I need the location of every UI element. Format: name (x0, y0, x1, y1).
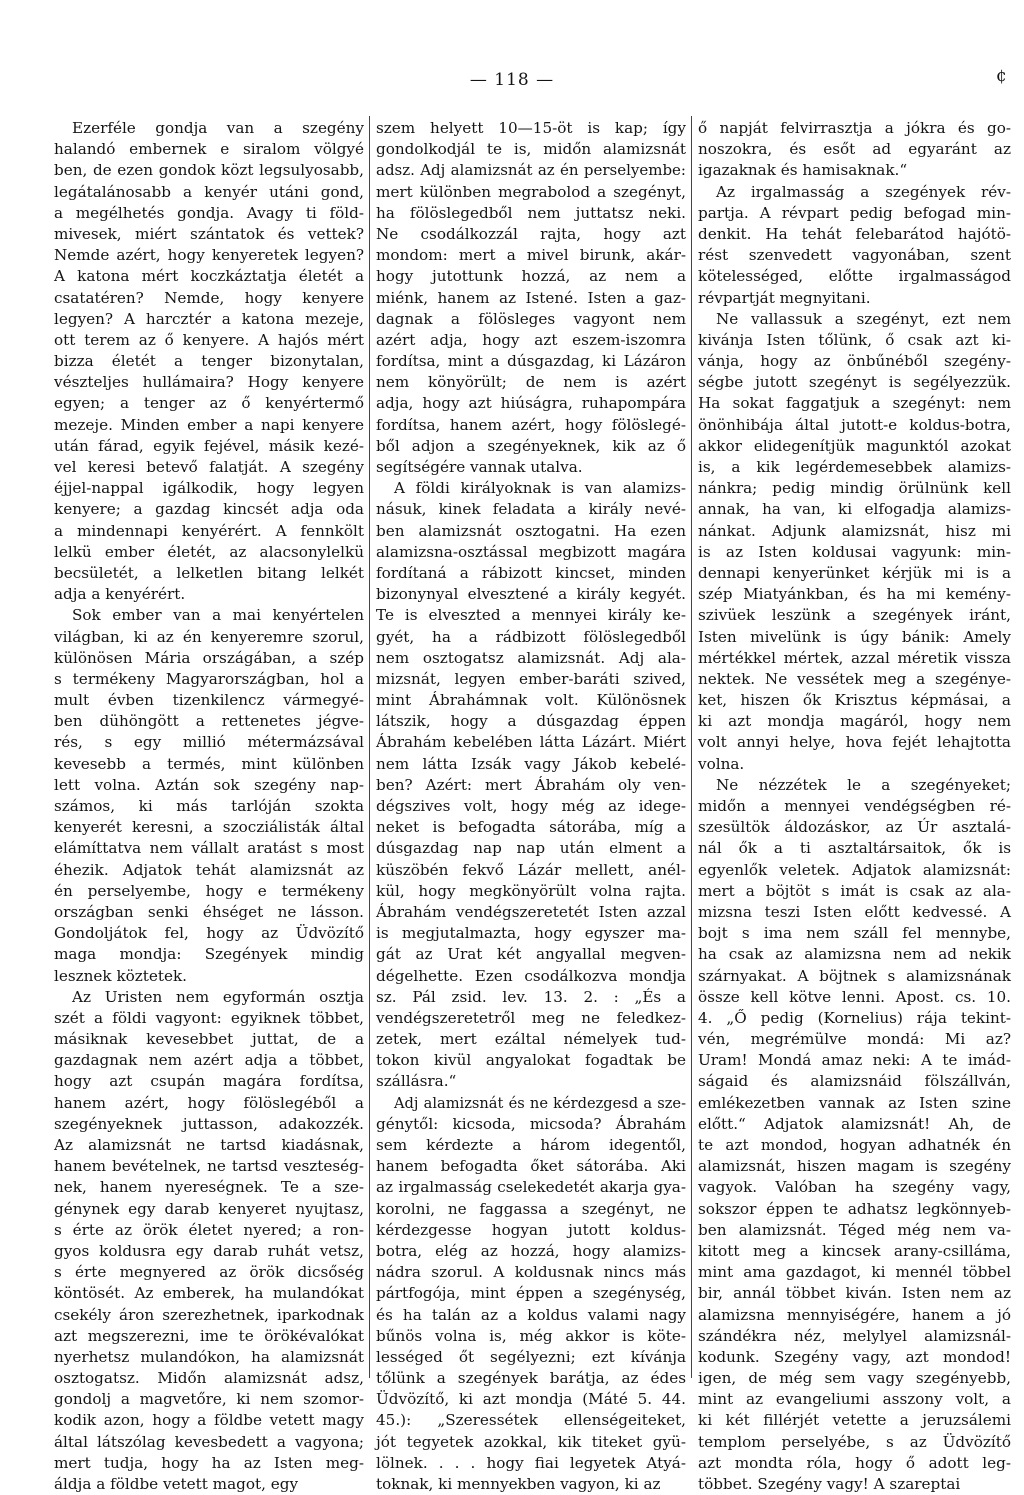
text-column-1 (54, 118, 364, 1495)
text-line: révpartját megnyitani. (698, 288, 871, 307)
text-line: nádra szorul. A koldusnak nincs más (376, 1263, 686, 1282)
text-line: gondolkodjál te is, midőn alamizsnát (376, 140, 686, 159)
text-line: rést szenvedett vagyonában, szent (698, 246, 1011, 265)
text-line: 4. „Ő pedig (Kornelius) rája tekint- (698, 1008, 1011, 1027)
text-line: az irgalmasság cselekedetét akarja gya- (376, 1178, 686, 1197)
text-column-3 (698, 118, 1011, 1495)
text-line: korolni, ne faggassa a szegényt, ne (376, 1199, 686, 1218)
text-line: ségbe jutott szegényt is segélyezzük. (698, 373, 1011, 392)
text-line: Nemde azért, hogy kenyeretek legyen? (54, 246, 364, 265)
text-line: legyen? A harcztér a katona mezeje, (54, 309, 364, 328)
text-line: ben, de ezen gondok közt legsulyosabb, (54, 161, 364, 180)
text-line: s termékeny Magyarországban, hol a (54, 669, 364, 688)
text-line: kitott meg a kincsek arany-csilláma, (698, 1241, 1011, 1260)
text-line: áldja a földbe vetett magot, egy (54, 1475, 299, 1493)
text-line: a mindennapi kenyérért. A fennkölt (54, 521, 364, 540)
text-line: alamizsnát, hiszen magam is szegény (698, 1157, 1011, 1176)
text-line: vén, megrémülve mondá: Mi az? (698, 1030, 1011, 1049)
text-line: génytől: kicsoda, micsoda? Ábrahám (376, 1114, 686, 1133)
text-line: én perselyembe, hogy e termékeny (54, 881, 364, 900)
text-line: adsz. Adj alamizsnát az én perselyembe: (376, 161, 686, 180)
text-line: tokon kivül angyalokat fogadtak be (376, 1051, 686, 1070)
text-line: partja. A révpart pedig befogad min- (698, 203, 1011, 222)
text-line: fordítsa, hanem azért, hogy fölöslegé- (376, 415, 686, 434)
text-line: botra, elég az hozzá, hogy alamizs- (376, 1241, 686, 1260)
text-line: gondolj a magvetőre, ki nem szomor- (54, 1390, 364, 1409)
text-line: hanem azért, hogy fölöslegéből a (54, 1093, 364, 1112)
text-line: lesznek köztetek. (54, 966, 188, 985)
text-line: A földi királyoknak is van alamizs- (394, 479, 686, 498)
text-line: 45.): „Szeressétek ellenségeiteket, (376, 1411, 686, 1430)
text-line: vendégszeretetről meg ne feledkez- (376, 1008, 686, 1027)
text-line: fordítsa, mint a dúsgazdag, ki Lázáron (376, 352, 686, 371)
text-line: Gondoljátok fel, hogy az Üdvözítő (54, 924, 364, 943)
text-line: mivesek, miért szántatok és vettek? (54, 224, 364, 243)
text-line: nánkra; pedig mindig örülnünk kell (698, 479, 1011, 498)
text-line: Isten mivelünk is úgy bánik: Amely (698, 627, 1011, 646)
text-line: éjjel-nappal igálkodik, hogy legyen (54, 479, 364, 498)
text-line: nánkat. Adjunk alamizsnát, hisz mi (698, 521, 1011, 540)
text-line: adja, hogy azt hiúságra, ruhapompára (376, 394, 686, 413)
text-line: hogy azt csupán magára fordítsa, (54, 1072, 364, 1091)
page-number: — 118 — (469, 70, 555, 90)
text-line: gyét, ha a rádbizott fölöslegedből (376, 627, 686, 646)
text-line: csekély áron szerezhetnek, iparkodnak (54, 1305, 364, 1324)
text-line: köntösét. Az emberek, ha mulandókat (54, 1284, 364, 1303)
text-line: ki azt mondja magáról, hogy nem (698, 712, 1011, 731)
text-line: mert különben megrabolod a szegényt, (376, 182, 686, 201)
text-line: rés, s egy millió métermázsával (54, 733, 364, 752)
text-line: Üdvözítő, ki azt mondja (Máté 5. 44. (376, 1390, 686, 1409)
text-line: bir, annál többet kiván. Isten nem az (698, 1284, 1011, 1303)
text-line: Te is elveszted a mennyei király ke- (376, 606, 686, 625)
text-line: te azt mondod, hogyan adhatnék én (698, 1136, 1011, 1154)
text-line: lelkü ember életét, az alacsonylelkü (54, 542, 364, 561)
text-line: fordítaná a rábizott kincset, minden (376, 563, 686, 582)
text-line: becsületét, a lelketlen bitang lelkét (54, 563, 364, 582)
text-line: a megélhetés gondja. Avagy ti föld- (54, 203, 364, 222)
text-line: kevesebb a termés, mint különben (54, 754, 364, 773)
text-line: lölnek. . . . hogy fiai legyetek Atyá- (376, 1453, 686, 1472)
text-line: is, a kik legérdemesebbek alamizs- (698, 458, 1011, 476)
text-line: különösen Mária országában, a szép (54, 648, 364, 667)
text-line: adja a kenyérért. (54, 585, 186, 604)
text-line: s érte az örök életet nyered; a ron- (54, 1220, 364, 1239)
text-line: dégszives volt, hogy még az idege- (376, 797, 686, 815)
text-line: midőn a mennyei vendégségben ré- (698, 797, 1011, 815)
text-line: nektek. Ne vessétek meg a szegénye- (698, 669, 1011, 688)
text-line: mert tudja, hogy ha az Isten meg- (54, 1453, 364, 1472)
text-line: nek, hanem nyereségnek. Te a sze- (54, 1178, 364, 1197)
text-line: Ne vallassuk a szegényt, ezt nem (716, 309, 1011, 328)
text-line: szállásra.“ (376, 1072, 457, 1091)
text-line: nem könyörült; de nem is azért (376, 373, 686, 392)
text-line: mint ama gazdagot, ki mennél többel (698, 1263, 1011, 1282)
corner-mark: ¢ (996, 66, 1007, 86)
text-line: másiknak kevesebbet juttat, de a (54, 1030, 364, 1049)
text-line: ságaid és alamizsnáid fölszállván, (698, 1072, 1011, 1091)
text-line: vánja, hogy az önbűnéből szegény- (698, 352, 1011, 371)
text-line: miénk, hanem az Istené. Isten a gaz- (376, 288, 686, 307)
text-line: A katona mért koczkáztatja életét a (54, 267, 364, 286)
text-line: vészteljes hullámaira? Hogy kenyere (54, 373, 364, 392)
text-line: Ábrahám kebelében látta Lázárt. Miért (376, 733, 686, 752)
text-line: ha csak az alamizsna nem ad nekik (698, 945, 1011, 964)
text-line: bizza életét a tenger bizonytalan, (54, 352, 364, 371)
column-divider (691, 116, 692, 1378)
text-line: dúsgazdag nap nap után elment a (376, 839, 686, 858)
text-line: szándékra néz, melylyel alamizsnál- (698, 1326, 1011, 1345)
text-line: jót tegyetek azokkal, kik titeket gyü- (376, 1432, 686, 1451)
text-line: azt mondta róla, hogy ő adott leg- (698, 1453, 1011, 1472)
text-line: annak, ha van, ki elfogadja alamizs- (698, 500, 1011, 519)
text-line: mert a böjtöt s imát is csak az ala- (698, 881, 1011, 900)
text-line: templom perselyébe, s az Üdvözítő (698, 1432, 1011, 1451)
text-line: ha fölöslegedből nem juttatsz neki. (376, 203, 686, 222)
text-line: Ha sokat faggatjuk a szegényt: nem (698, 394, 1011, 413)
text-line: Ne nézzétek le a szegényeket; (716, 775, 1011, 794)
text-line: nem látta Izsák vagy Jákob kebelé- (376, 754, 686, 773)
text-line: hogy jutottunk hozzá, az nem a (376, 267, 686, 286)
text-line: Uram! Mondá amaz neki: A te imád- (698, 1051, 1011, 1070)
text-line: által látszólag kevesbedett a vagyona; (54, 1432, 364, 1451)
text-line: szem helyett 10—15-öt is kap; így (376, 119, 686, 137)
text-line: dennapi kenyerünket kérjük mi is a (698, 563, 1011, 582)
text-line: azt megszerezni, ime te örökévalókat (54, 1326, 364, 1345)
text-line: igazaknak és hamisaknak.“ (698, 161, 908, 180)
text-line: kenyere; a gazdag kincsét adja oda (54, 500, 364, 519)
text-line: Ezerféle gondja van a szegény (72, 119, 364, 137)
text-line: nyerhetsz mulandókon, ha alamizsnát (54, 1347, 364, 1366)
text-line: csatatéren? Nemde, hogy kenyere (54, 288, 364, 307)
text-line: elámíttatva nem vállalt aratást s most (54, 839, 364, 858)
text-line: ki két fillérjét vetette a jeruzsálemi (698, 1411, 1011, 1430)
text-line: igen, de még sem vagy szegényebb, (698, 1369, 1011, 1388)
text-line: emlékezetben vannak az Isten szine (698, 1093, 1011, 1112)
text-line: Adj alamizsnát és ne kérdezgesd a sze- (394, 1094, 686, 1112)
text-line: gyos koldusra egy darab ruhát vetsz, (54, 1241, 364, 1260)
text-line: szárnyakat. A böjtnek s alamizsnának (698, 966, 1011, 985)
column-divider (369, 116, 370, 1378)
text-line: mezeje. Minden ember a napi kenyere (54, 415, 364, 434)
text-line: mondom: mert a mivel birunk, akár- (376, 246, 686, 265)
text-line: alamizsna mennyiségére, hanem a jó (698, 1305, 1011, 1324)
text-line: lett volna. Aztán sok szegény nap- (54, 775, 364, 794)
text-line: össze kell kötve lenni. Apost. cs. 10. (698, 987, 1011, 1006)
text-line: kérdezgesse hogyan jutott koldus- (376, 1220, 686, 1239)
text-line: mult évben tizenkilencz vármegyé- (54, 691, 364, 710)
text-line: azért adja, hogy azt eszem-iszomra (376, 330, 686, 349)
text-line: bizonynyal elvesztené a király kegyét. (376, 585, 686, 604)
text-line: kivánja Isten tőlünk, ő csak azt ki- (698, 330, 1011, 349)
text-line: volt annyi helye, hova fejét lehajtotta (698, 733, 1011, 752)
text-line: násuk, kinek feladata a király nevé- (376, 500, 686, 519)
text-line: halandó embernek e siralom völgyé (54, 140, 364, 159)
text-line: kodik azon, hogy a földbe vetett magy (54, 1411, 364, 1430)
text-line: hanem bevételnek, ne tartsd veszteség- (54, 1157, 364, 1176)
text-line: volna. (698, 754, 745, 773)
text-line: nál ők a ti asztaltársaitok, ők is (698, 839, 1011, 858)
text-line: látszik, hogy a dúsgazdag éppen (376, 712, 686, 731)
text-line: önönhibája által jutott-e koldus-botra, (698, 415, 1011, 434)
text-line: dégelhette. Ezen csodálkozva mondja (376, 966, 686, 985)
text-line: előtt.“ Adjatok alamizsnát! Ah, de (698, 1114, 1011, 1133)
text-line: hanem befogadta őket sátorába. Aki (376, 1157, 686, 1176)
text-line: világban, ki az én kenyeremre szorul, (54, 627, 364, 646)
text-line: kül, hogy megkönyörült volna rajta. (376, 881, 686, 900)
text-line: többet. Szegény vagy! A szareptai (698, 1475, 961, 1493)
text-line: mint Ábrahámnak volt. Különösnek (376, 691, 686, 710)
text-line: mértékkel mértek, azzal méretik vissza (698, 648, 1011, 667)
text-line: bojt s ima nem száll fel mennybe, (698, 924, 1011, 943)
text-line: noszokra, és esőt ad egyaránt az (698, 140, 1011, 159)
text-line: s érte megnyered az örök dicsőség (54, 1263, 364, 1282)
text-line: kenyerét keresni, a szocziálisták által (54, 818, 364, 837)
text-line: kodunk. Szegény vagy, azt mondod! (698, 1347, 1011, 1366)
text-line: osztogatsz. Midőn alamizsnát adsz, (54, 1369, 364, 1388)
text-line: gazdagnak nem azért adja a többet, (54, 1051, 364, 1070)
text-line: denkit. Ha tehát felebarátod hajótö- (698, 224, 1011, 243)
text-line: toknak, ki mennyekben vagyon, ki az (376, 1475, 661, 1493)
text-line: génynek egy darab kenyeret nyujtasz, (54, 1199, 364, 1218)
text-line: éhezik. Adjatok tehát alamizsnát az (54, 860, 364, 879)
text-line: mizsna teszi Isten előtt kedvessé. A (698, 902, 1011, 921)
text-line: és ha talán az a koldus valami nagy (376, 1305, 686, 1324)
text-line: szét a földi vagyont: egyiknek többet, (54, 1008, 364, 1027)
text-line: neket is befogadta sátorába, míg a (376, 818, 686, 837)
text-line: akkor elidegenítjük magunktól azokat (698, 436, 1011, 455)
text-line: szesültök áldozáskor, az Úr asztalá- (698, 818, 1011, 837)
text-line: sem kérdezte a három idegentől, (376, 1136, 686, 1154)
text-line: egyen; a tenger az ő kenyértermő (54, 394, 364, 413)
text-line: szivüek leszünk a szegények iránt, (698, 606, 1011, 625)
text-line: ben? Azért: mert Ábrahám oly ven- (376, 775, 686, 794)
text-line: Ábrahám vendégszeretetét Isten azzal (376, 902, 686, 921)
text-line: sz. Pál zsid. lev. 13. 2. : „És a (376, 987, 686, 1006)
text-line: után fárad, egyik fejével, másik kezé- (54, 436, 364, 455)
text-line: ott terem az ő kenyere. A hajós mért (54, 330, 364, 349)
text-line: Az irgalmasság a szegények rév- (716, 182, 1011, 201)
text-line: ket, hiszen ők Krisztus képmásai, a (698, 691, 1011, 710)
text-line: is az Isten koldusai vagyunk: min- (698, 542, 1011, 561)
text-line: Sok ember van a mai kenyértelen (72, 606, 364, 625)
text-line: egyenlők veletek. Adjatok alamizsnát: (698, 860, 1011, 879)
text-column-2 (376, 118, 686, 1495)
text-line: ben alamizsnát. Téged még nem va- (698, 1220, 1011, 1239)
text-line: zetek, mert ezáltal némelyek tud- (376, 1030, 686, 1049)
text-line: szegényeknek juttasson, adakozzék. (54, 1114, 364, 1133)
text-line: ben dühöngött a rettenetes jégve- (54, 712, 364, 731)
text-line: mizsnát, legyen ember-baráti szived, (376, 669, 686, 688)
text-line: nem osztogatsz alamizsnát. Adj ala- (376, 648, 686, 667)
text-line: szép Miatyánkban, és ha mi kemény- (698, 585, 1011, 604)
text-line: gát az Urat két angyallal megven- (376, 945, 686, 964)
text-line: segítségére vannak utalva. (376, 458, 583, 476)
text-line: országban senki éhséget ne lásson. (54, 902, 364, 921)
text-line: is megjutalmazta, hogy egyszer ma- (376, 924, 686, 943)
text-line: Az Uristen nem egyformán osztja (72, 987, 364, 1006)
text-line: kötelességed, előtte irgalmasságod (698, 267, 1011, 286)
text-line: pártfogója, mint éppen a szegénység, (376, 1284, 686, 1303)
text-line: vagyok. Valóban ha szegény vagy, (698, 1178, 1011, 1197)
text-line: lességed őt segélyezni; ezt kívánja (376, 1347, 686, 1366)
text-line: maga mondja: Szegények mindig (54, 945, 364, 964)
text-line: számos, ki más tarlóján szokta (54, 797, 364, 815)
text-line: legátalánosabb a kenyér utáni gond, (54, 182, 364, 201)
text-line: Ne csodálkozzál rajta, hogy azt (376, 224, 686, 243)
text-line: bűnös volna is, még akkor is köte- (376, 1326, 686, 1345)
text-line: tőlünk a szegények barátja, az édes (376, 1369, 686, 1388)
text-line: sokszor éppen te adhatsz legkönnyeb- (698, 1199, 1011, 1218)
text-line: alamizsna-osztással megbizott magára (376, 542, 686, 561)
text-line: vel keresi betevő falatját. A szegény (54, 458, 364, 476)
text-line: Az alamizsnát ne tartsd kiadásnak, (54, 1136, 364, 1154)
text-line: ő napját felvirrasztja a jókra és go- (698, 119, 1011, 137)
text-line: dagnak a fölösleges vagyont nem (376, 309, 686, 328)
text-line: mint az evangeliumi asszony volt, a (698, 1390, 1011, 1409)
text-line: küszöbén fekvő Lázár mellett, anél- (376, 860, 686, 879)
text-line: ből adjon a szegényeknek, kik az ő (376, 436, 686, 455)
text-line: ben alamizsnát osztogatni. Ha ezen (376, 521, 686, 540)
